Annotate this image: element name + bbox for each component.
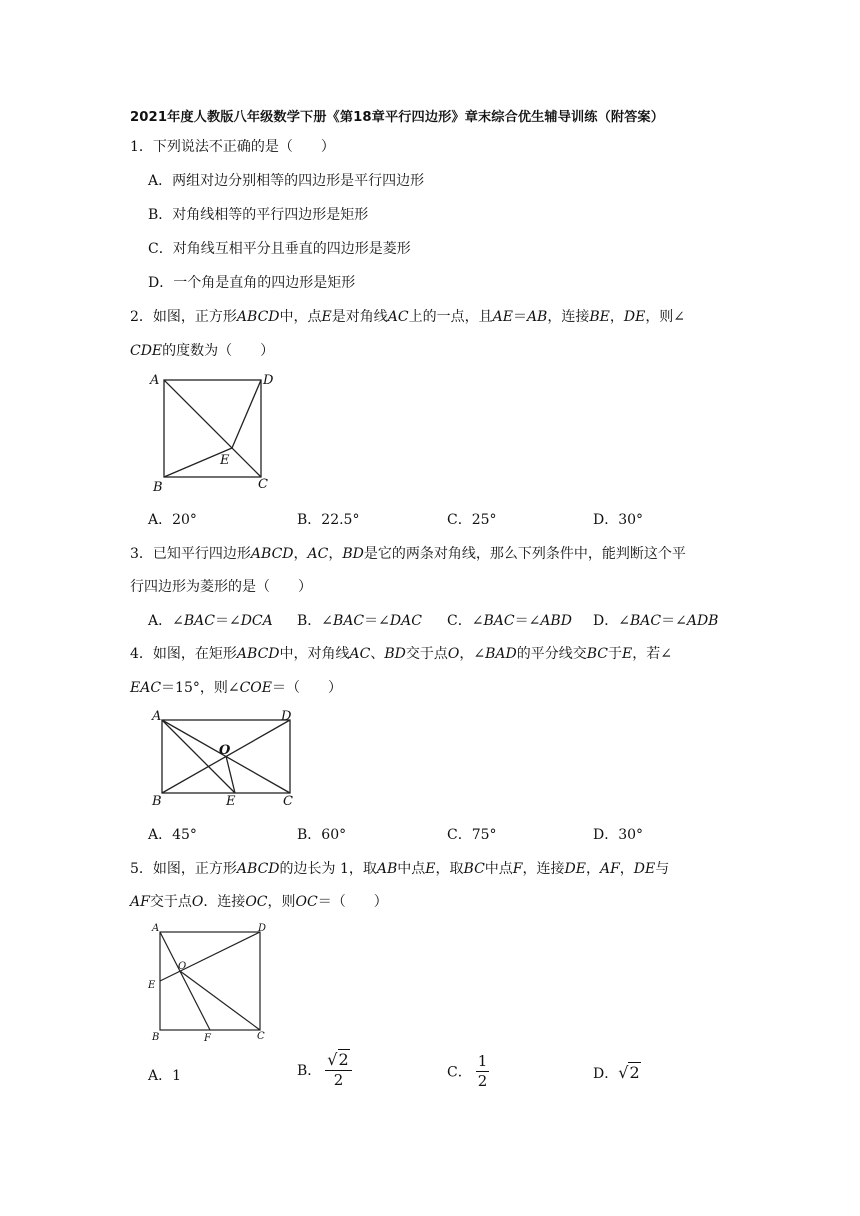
fig2-label-b: B [153, 480, 163, 495]
question-2-option-b: B．22.5° [297, 512, 360, 528]
fig2-label-d: D [263, 373, 274, 388]
question-1-option-d: D．一个角是直角的四边形是矩形 [148, 275, 356, 291]
question-5-option-c: C． $\frac{1}{2}$ [447, 1052, 488, 1090]
fig5-label-c: C [257, 1031, 265, 1042]
question-2-stem-line-2: CDE的度数为（ ） [130, 343, 275, 359]
document-title: 2021年度人教版八年级数学下册《第18章平行四边形》章末综合优生辅导训练（附答案） [130, 110, 665, 125]
question-4-option-a: A．45° [148, 827, 197, 843]
question-3-option-a: A．∠BAC＝∠DCA [148, 613, 273, 629]
question-2-option-d: D．30° [593, 512, 644, 528]
option-b-fraction: $\frac{√2}{2}$ [325, 1052, 351, 1088]
option-c-fraction: $\frac{1}{2}$ [477, 1052, 488, 1090]
question-5-option-d: D．√2 [593, 1063, 640, 1082]
fig5-label-e: E [148, 980, 156, 991]
question-3-stem-line-2: 行四边形为菱形的是（ ） [130, 579, 312, 595]
question-1-option-a: A．两组对边分别相等的四边形是平行四边形 [148, 173, 425, 189]
fig2-label-e: E [220, 453, 230, 468]
fig4-label-o: O [219, 743, 231, 758]
question-3-option-c: C．∠BAC＝∠ABD [447, 613, 572, 629]
question-3-option-b: B．∠BAC＝∠DAC [297, 613, 422, 629]
fig4-label-b: B [152, 794, 162, 809]
fig5-label-d: D [258, 923, 267, 934]
fig5-label-b: B [152, 1032, 160, 1043]
fig5-label-o: O [178, 961, 187, 972]
question-1-option-c: C．对角线互相平分且垂直的四边形是菱形 [148, 241, 411, 257]
fig4-label-a: A [152, 709, 162, 724]
question-5-stem-line-2: AF交于点O．连接OC，则OC＝（ ） [130, 894, 388, 910]
question-2-figure-square [148, 370, 278, 494]
question-1-stem: 1．下列说法不正确的是（ ） [130, 139, 335, 155]
question-3-stem-line-1: 3．已知平行四边形ABCD，AC，BD是它的两条对角线，那么下列条件中，能判断这个平 [130, 546, 686, 562]
question-5-figure-square [146, 920, 276, 1048]
question-1-option-b: B．对角线相等的平行四边形是矩形 [148, 207, 369, 223]
fig5-label-a: A [152, 923, 160, 934]
question-3-option-d: D．∠BAC＝∠ADB [593, 613, 719, 629]
question-4-option-b: B．60° [297, 827, 347, 843]
fig4-label-e: E [226, 794, 236, 809]
question-4-stem-line-2: EAC＝15°，则∠COE＝（ ） [130, 680, 343, 696]
question-4-stem-line-1: 4．如图，在矩形ABCD中，对角线AC、BD交于点O，∠BAD的平分线交BC于E，若∠ [130, 646, 672, 662]
question-4-option-d: D．30° [593, 827, 644, 843]
question-5-stem-line-1: 5．如图，正方形ABCD的边长为 1，取AB中点E，取BC中点F，连接DE，AF，DE与 [130, 861, 670, 877]
question-4-figure-rectangle [148, 706, 308, 810]
question-2-option-c: C．25° [447, 512, 497, 528]
fig2-label-a: A [150, 373, 160, 388]
question-2-option-a: A．20° [148, 512, 197, 528]
fig4-label-d: D [281, 709, 292, 724]
question-2-stem-line-1: 2．如图，正方形ABCD中，点E是对角线AC上的一点，且AE＝AB，连接BE，DE，则∠ [130, 309, 686, 325]
option-d-sqrt: √2 [618, 1063, 640, 1082]
question-5-option-b: B． $\frac{√2}{2}$ [297, 1052, 352, 1088]
fig4-label-c: C [283, 794, 293, 809]
question-5-option-a: A．1 [148, 1068, 182, 1084]
question-4-option-c: C．75° [447, 827, 497, 843]
fig2-label-c: C [258, 477, 268, 492]
fig5-label-f: F [204, 1033, 211, 1044]
